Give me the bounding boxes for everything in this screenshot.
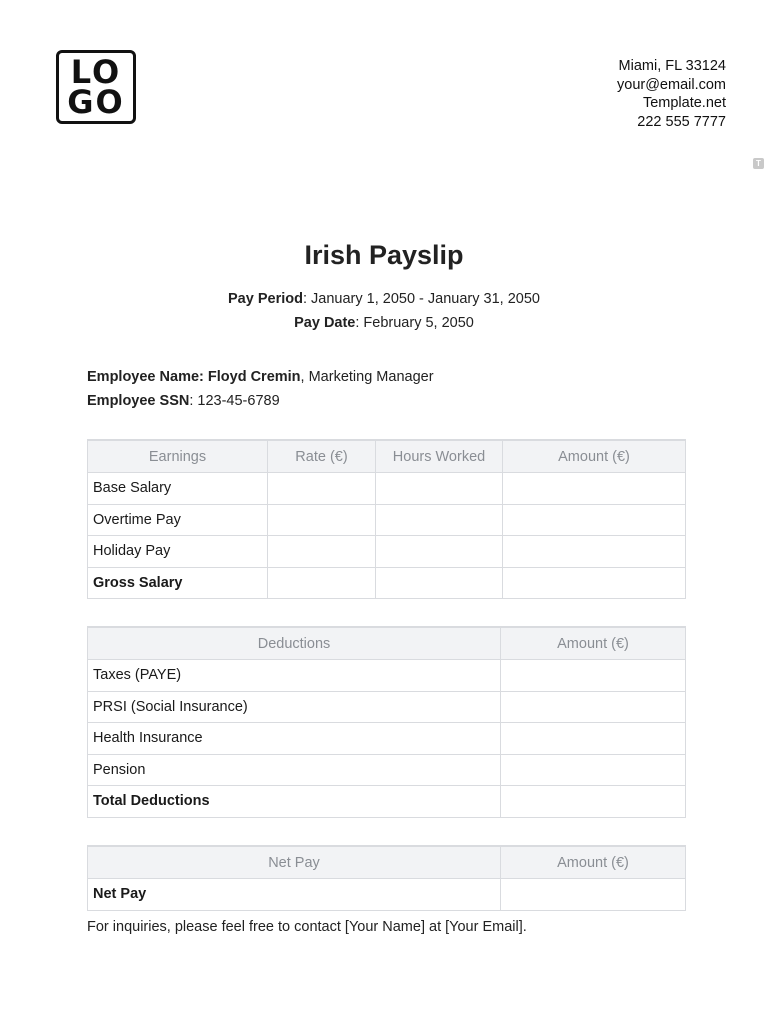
net-pay-label: Net Pay <box>88 879 501 911</box>
gross-salary-label: Gross Salary <box>88 567 268 599</box>
table-header-cell: Earnings <box>88 440 268 473</box>
deductions-table <box>87 626 686 818</box>
amount-cell[interactable] <box>501 786 686 818</box>
amount-cell[interactable] <box>501 754 686 786</box>
net-pay-table <box>87 845 686 911</box>
deduction-label: Pension <box>88 754 501 786</box>
amount-cell[interactable] <box>501 691 686 723</box>
logo-line-2: GO <box>67 83 125 121</box>
pay-period-label: Pay Period <box>228 291 303 307</box>
amount-cell[interactable] <box>501 723 686 755</box>
table-header-row <box>88 440 686 473</box>
logo-line-1: LO <box>70 53 122 91</box>
hours-cell[interactable] <box>376 473 503 505</box>
template-badge-icon: T <box>753 158 764 169</box>
amount-cell[interactable] <box>501 660 686 692</box>
deduction-label: PRSI (Social Insurance) <box>88 691 501 723</box>
page-title: Irish Payslip <box>304 240 464 270</box>
employee-ssn-line <box>87 389 434 413</box>
hours-cell[interactable] <box>376 567 503 599</box>
pay-period-block <box>0 287 768 335</box>
deduction-label: Health Insurance <box>88 723 501 755</box>
rate-cell[interactable] <box>268 567 376 599</box>
employee-title: , Marketing Manager <box>300 369 434 385</box>
rate-cell[interactable] <box>268 536 376 568</box>
amount-cell[interactable] <box>501 879 686 911</box>
rate-cell[interactable] <box>268 473 376 505</box>
contact-block <box>617 57 726 131</box>
hours-cell[interactable] <box>376 536 503 568</box>
inquiry-note: For inquiries, please feel free to contact [Your Name] at [Your Email]. <box>87 919 527 935</box>
pay-date-line <box>0 311 768 335</box>
employee-name-line <box>87 365 434 389</box>
table-header-cell: Net Pay <box>88 846 501 879</box>
rate-cell[interactable] <box>268 504 376 536</box>
hours-cell[interactable] <box>376 504 503 536</box>
earning-label: Base Salary <box>88 473 268 505</box>
table-row <box>88 723 686 755</box>
employee-block <box>87 365 434 413</box>
table-header-row <box>88 627 686 660</box>
pay-period-line <box>0 287 768 311</box>
amount-cell[interactable] <box>503 473 686 505</box>
table-header-cell: Deductions <box>88 627 501 660</box>
table-row <box>88 754 686 786</box>
pay-date-value: : February 5, 2050 <box>355 315 474 331</box>
table-header-row <box>88 846 686 879</box>
company-logo <box>56 50 136 124</box>
contact-address: Miami, FL 33124 <box>618 58 726 74</box>
employee-ssn-label: Employee SSN <box>87 393 190 409</box>
contact-website: Template.net <box>642 95 726 112</box>
contact-email: your@email.com <box>617 76 726 93</box>
employee-name: Floyd Cremin <box>207 369 301 385</box>
amount-cell[interactable] <box>503 567 686 599</box>
pay-period-value: : January 1, 2050 - January 31, 2050 <box>302 291 540 307</box>
pay-date-label: Pay Date <box>294 315 356 331</box>
table-row <box>88 504 686 536</box>
amount-cell[interactable] <box>503 504 686 536</box>
table-row <box>88 691 686 723</box>
table-row <box>88 473 686 505</box>
table-total-row <box>88 879 686 911</box>
table-header-cell: Rate (€) <box>268 440 376 473</box>
table-row <box>88 536 686 568</box>
earning-label: Overtime Pay <box>88 504 268 536</box>
amount-cell[interactable] <box>503 536 686 568</box>
deduction-label: Taxes (PAYE) <box>88 660 501 692</box>
table-header-cell: Hours Worked <box>376 440 503 473</box>
table-header-cell: Amount (€) <box>503 440 686 473</box>
earning-label: Holiday Pay <box>88 536 268 568</box>
table-total-row <box>88 567 686 599</box>
employee-ssn: : 123-45-6789 <box>189 393 280 409</box>
earnings-table <box>87 439 686 599</box>
table-row <box>88 660 686 692</box>
table-total-row <box>88 786 686 818</box>
contact-phone: 222 555 7777 <box>637 113 726 130</box>
total-deductions-label: Total Deductions <box>88 786 501 818</box>
table-header-cell: Amount (€) <box>501 846 686 879</box>
employee-name-label: Employee Name: <box>87 369 208 385</box>
table-header-cell: Amount (€) <box>501 627 686 660</box>
